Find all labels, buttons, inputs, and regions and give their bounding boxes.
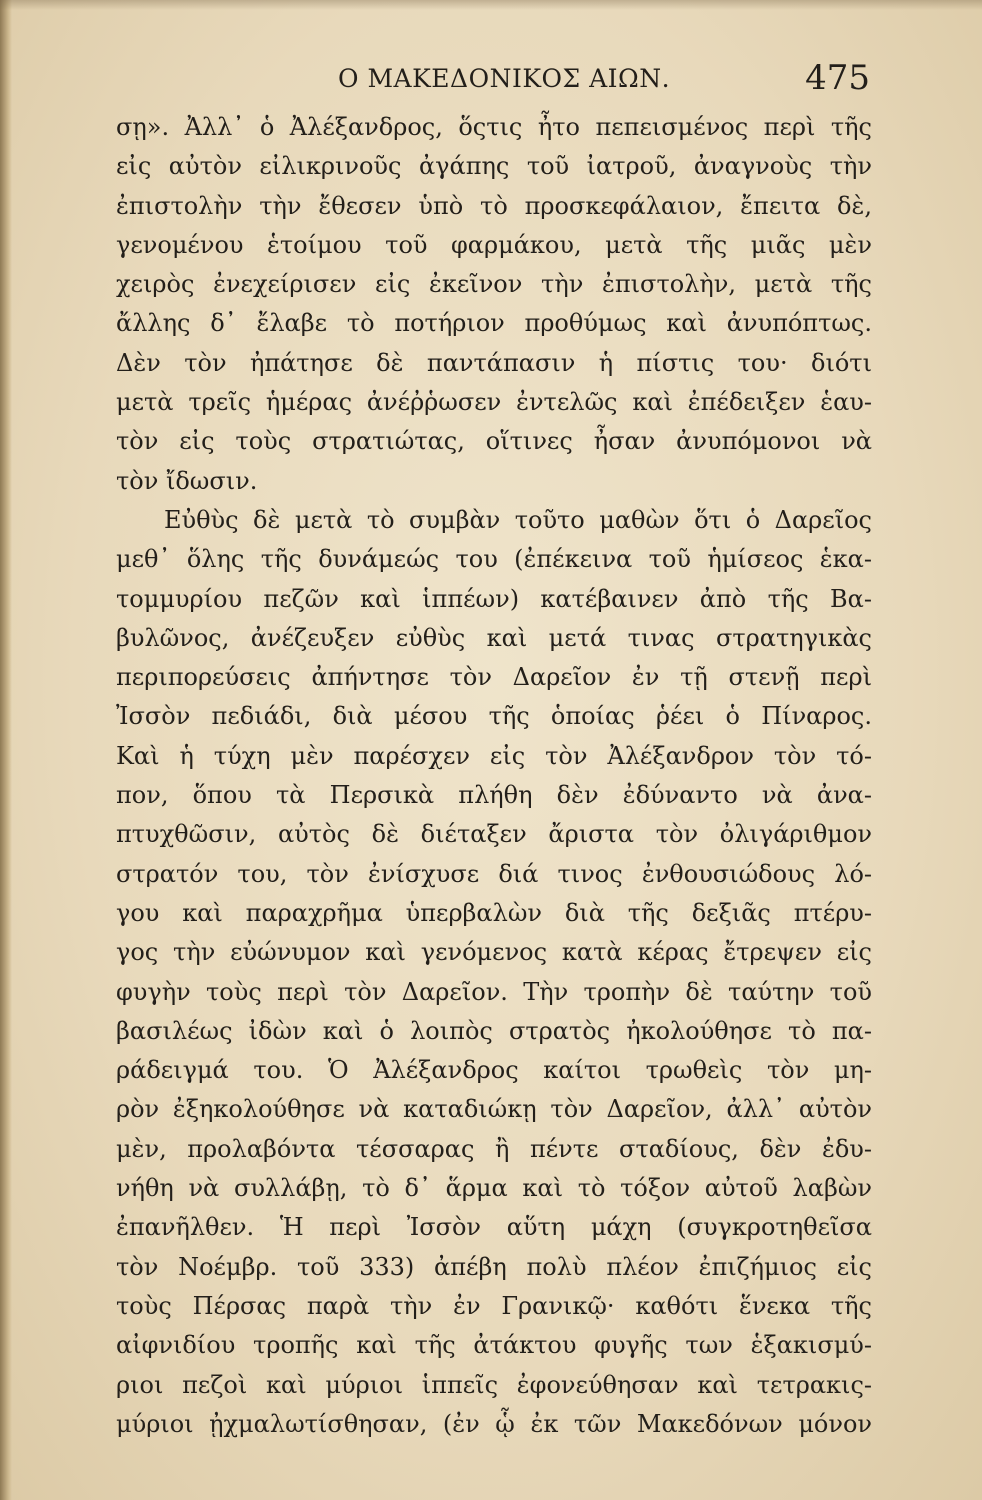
text-line: ράδειγμά του. Ὁ Ἀλέξανδρος καίτοι τρωθεὶς τὸν μη-: [116, 1056, 872, 1085]
text-line: μύριοι ᾐχμαλωτίσθησαν, (ἐν ᾧ ἐκ τῶν Μακεδόνων μόνον: [116, 1409, 872, 1438]
text-line: γος τὴν εὐώνυμον καὶ γενόμενος κατὰ κέρας ἔτρεψεν εἰς: [116, 938, 872, 967]
text-line: στρατόν του, τὸν ἐνίσχυσε διά τινος ἐνθουσιώδους λό-: [116, 859, 872, 888]
text-line: μὲν, προλαβόντα τέσσαρας ἢ πέντε σταδίους, δὲν ἐδυ-: [116, 1134, 872, 1163]
page-number: 475: [805, 58, 870, 98]
text-line: μετὰ τρεῖς ἡμέρας ἀνέῤῥωσεν ἐντελῶς καὶ ἐπέδειξεν ἑαυ-: [116, 388, 872, 417]
text-line: τὸν Νοέμβρ. τοῦ 333) ἀπέβη πολὺ πλέον ἐπιζήμιος εἰς: [116, 1252, 872, 1281]
text-line: βυλῶνος, ἀνέζευξεν εὐθὺς καὶ μετά τινας στρατηγικὰς: [116, 623, 872, 652]
text-line: σῃ». Ἀλλ᾽ ὁ Ἀλέξανδρος, ὅςτις ἦτο πεπεισμένος περὶ τῆς: [116, 113, 872, 141]
text-line: εἰς αὐτὸν εἰλικρινοῦς ἀγάπης τοῦ ἰατροῦ, ἀναγνοὺς τὴν: [116, 152, 872, 181]
text-line: αἰφνιδίου τροπῆς καὶ τῆς ἀτάκτου φυγῆς των ἑξακισμύ-: [116, 1331, 872, 1360]
text-line: φυγὴν τοὺς περὶ τὸν Δαρεῖον. Τὴν τροπὴν δὲ ταύτην τοῦ: [116, 977, 872, 1006]
body-text: [116, 108, 872, 1444]
text-line: μεθ᾽ ὅλης τῆς δυνάμεώς του (ἐπέκεινα τοῦ ἡμίσεος ἑκα-: [116, 545, 872, 574]
page-top-edge: [0, 0, 982, 10]
text-line: νήθη νὰ συλλάβῃ, τὸ δ᾽ ἅρμα καὶ τὸ τόξον αὐτοῦ λαβὼν: [116, 1174, 872, 1203]
running-title: Ο ΜΑΚΕΔΟΝΙΚΟΣ ΑΙΩΝ.: [338, 64, 671, 93]
text-line: Ἰσσὸν πεδιάδι, διὰ μέσου τῆς ὁποίας ῥέει ὁ Πίναρος.: [116, 702, 872, 731]
text-line: τὸν ἴδωσιν.: [116, 466, 258, 495]
text-line: πτυχθῶσιν, αὐτὸς δὲ διέταξεν ἄριστα τὸν ὀλιγάριθμον: [116, 820, 872, 849]
text-line: ρὸν ἐξηκολούθησε νὰ καταδιώκῃ τὸν Δαρεῖον, ἀλλ᾽ αὐτὸν: [116, 1095, 872, 1124]
text-line: χειρὸς ἐνεχείρισεν εἰς ἐκεῖνον τὴν ἐπιστολὴν, μετὰ τῆς: [116, 270, 872, 299]
text-line: Δὲν τὸν ἠπάτησε δὲ παντάπασιν ἡ πίστις του· διότι: [116, 348, 872, 377]
text-line: ἐπανῆλθεν. Ἡ περὶ Ἰσσὸν αὕτη μάχη (συγκροτηθεῖσα: [116, 1213, 872, 1242]
text-line: τὸν εἰς τοὺς στρατιώτας, οἵτινες ἦσαν ἀνυπόμονοι νὰ: [116, 427, 872, 456]
text-line: ριοι πεζοὶ καὶ μύριοι ἱππεῖς ἐφονεύθησαν καὶ τετρακις-: [116, 1370, 872, 1399]
text-line: βασιλέως ἰδὼν καὶ ὁ λοιπὸς στρατὸς ἠκολούθησε τὸ πα-: [116, 1016, 872, 1045]
paragraph-start-line: Εὐθὺς δὲ μετὰ τὸ συμβὰν τοῦτο μαθὼν ὅτι ὁ Δαρεῖος: [164, 505, 872, 534]
binding-edge: [0, 0, 12, 1500]
text-line: ἐπιστολὴν τὴν ἔθεσεν ὑπὸ τὸ προσκεφάλαιον, ἔπειτα δὲ,: [116, 191, 872, 220]
text-line: ἄλλης δ᾽ ἔλαβε τὸ ποτήριον προθύμως καὶ ἀνυπόπτως.: [116, 309, 872, 338]
text-line: γενομένου ἑτοίμου τοῦ φαρμάκου, μετὰ τῆς μιᾶς μὲν: [116, 230, 872, 259]
text-line: Καὶ ἡ τύχη μὲν παρέσχεν εἰς τὸν Ἀλέξανδρον τὸν τό-: [116, 741, 872, 770]
text-line: πον, ὅπου τὰ Περσικὰ πλήθη δὲν ἐδύναντο νὰ ἀνα-: [116, 781, 872, 810]
text-line: τομμυρίου πεζῶν καὶ ἱππέων) κατέβαινεν ἀπὸ τῆς Βα-: [116, 584, 872, 613]
text-line: περιπορεύσεις ἀπήντησε τὸν Δαρεῖον ἐν τῇ στενῇ περὶ: [116, 663, 872, 692]
text-line: τοὺς Πέρσας παρὰ τὴν ἐν Γρανικῷ· καθότι ἕνεκα τῆς: [116, 1291, 872, 1320]
text-line: γου καὶ παραχρῆμα ὑπερβαλὼν διὰ τῆς δεξιᾶς πτέρυ-: [116, 898, 872, 927]
